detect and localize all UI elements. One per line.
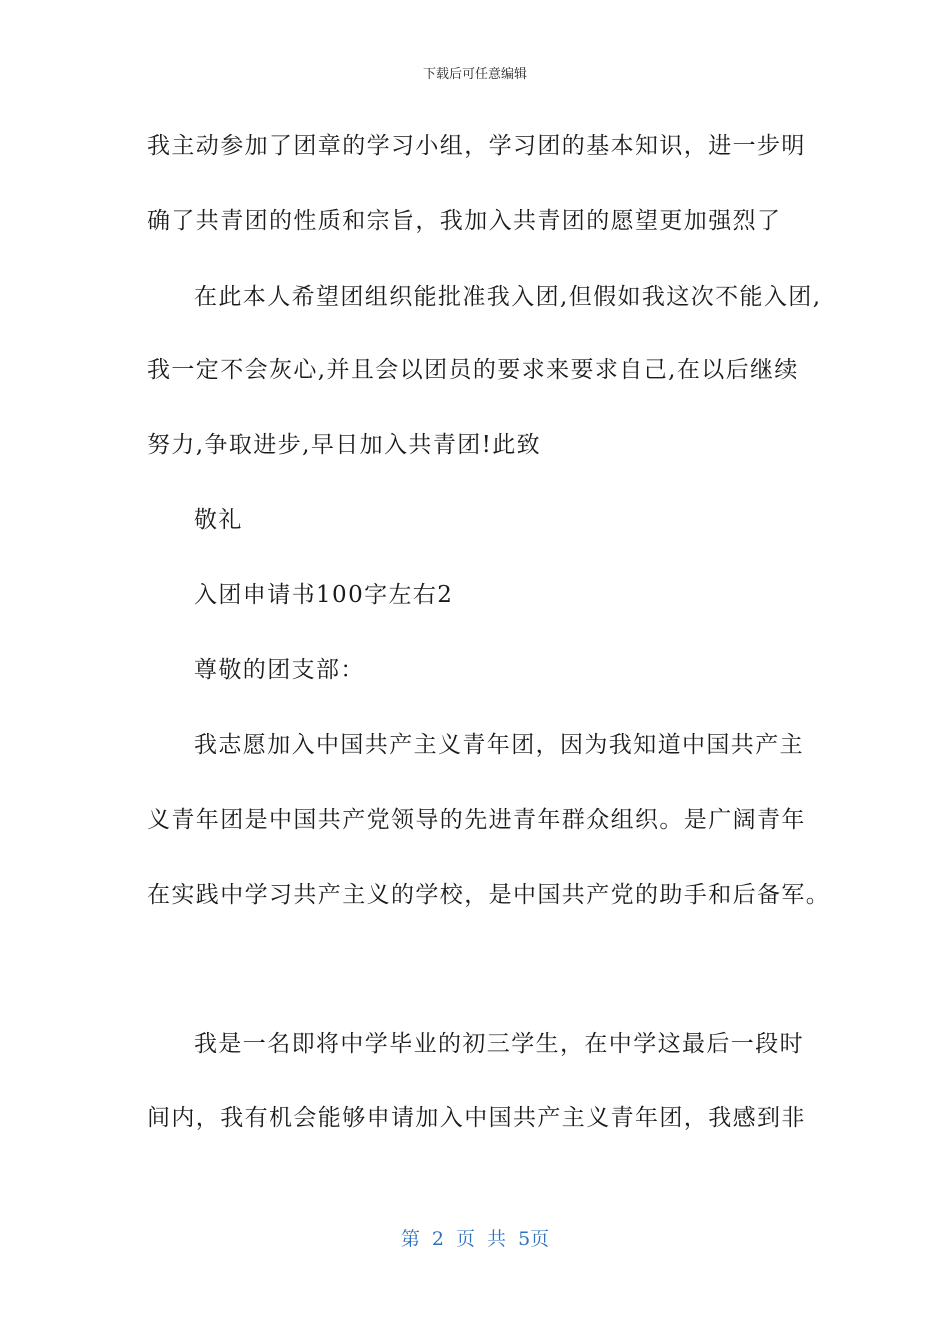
paragraph-line: 我主动参加了团章的学习小组，学习团的基本知识，进一步明 — [147, 133, 806, 159]
paragraph-line: 我一定不会灰心,并且会以团员的要求来要求自己,在以后继续 — [147, 357, 799, 383]
paragraph-line: 我志愿加入中国共产主义青年团，因为我知道中国共产主 — [194, 732, 804, 758]
letter-greeting: 尊敬的团支部： — [194, 657, 365, 683]
paragraph-line: 在实践中学习共产主义的学校，是中国共产党的助手和后备军。 — [147, 882, 831, 908]
page-header-note: 下载后可任意编辑 — [422, 67, 527, 82]
paragraph-line: 确了共青团的性质和宗旨，我加入共青团的愿望更加强烈了 — [147, 208, 782, 234]
closing-salutation: 敬礼 — [194, 507, 243, 533]
paragraph-line: 在此本人希望团组织能批准我入团,但假如我这次不能入团, — [194, 284, 822, 310]
paragraph-line: 我是一名即将中学毕业的初三学生，在中学这最后一段时 — [194, 1031, 804, 1057]
section-title: 入团申请书100字左右2 — [194, 582, 454, 608]
paragraph-line: 间内，我有机会能够申请加入中国共产主义青年团，我感到非 — [147, 1105, 806, 1131]
paragraph-line: 义青年团是中国共产党领导的先进青年群众组织。是广阔青年 — [147, 807, 806, 833]
page-number: 第 2 页 共 5页 — [400, 1228, 550, 1250]
paragraph-line: 努力,争取进步,早日加入共青团!此致 — [147, 432, 542, 458]
